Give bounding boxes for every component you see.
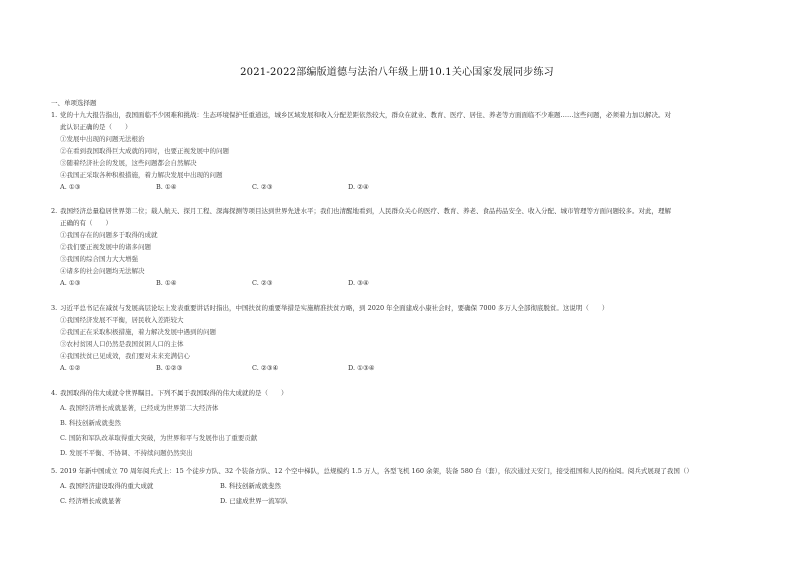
statement-4: ④我国正采取各种积极措施，着力解决发展中出现的问题 xyxy=(60,171,223,179)
question-number: 1. xyxy=(51,111,58,119)
statement-3: ③我国的综合国力大大增强 xyxy=(60,255,138,263)
statement-2: ②在看到我国取得巨大成就的同时，也要正视发展中的问题 xyxy=(60,147,229,155)
statement-4: ④我国扶贫已见成效，我们要对未来充满信心 xyxy=(60,352,190,360)
choice-b[interactable]: B. 科技创新成就斐然 xyxy=(60,419,121,427)
answer-choices-row-2 xyxy=(60,495,750,507)
question-2 xyxy=(51,205,750,289)
question-stem-cont: 正确的有（ ） xyxy=(60,219,112,227)
choice-c[interactable]: C. 经济增长成就显著 xyxy=(60,497,121,505)
section-heading: 一、单项选择题 xyxy=(51,99,97,107)
question-number: 4. xyxy=(51,389,58,397)
question-stem: 我国经济总量稳居世界第二位；载人航天、探月工程、深海探测等项目达到世界先进水平；我们也清醒地看到，人民群众关心的医疗、教育、养老、食品药品安全、收入分配、城市管理等方面问题较多。对此，理解 xyxy=(60,207,671,215)
statement-3: ③随着经济社会的发展，这些问题都会自然解决 xyxy=(60,159,197,167)
choice-c[interactable]: C. ②③ xyxy=(252,183,273,191)
choice-b[interactable]: B. ①②③ xyxy=(156,364,183,372)
question-stem-cont: 此认识正确的是（ ） xyxy=(60,123,132,131)
answer-choices-row-1 xyxy=(60,480,750,492)
choice-c[interactable]: C. ②③ xyxy=(252,279,273,287)
statement-4: ④诸多的社会问题均无法解决 xyxy=(60,267,145,275)
question-4 xyxy=(51,387,750,459)
question-number: 2. xyxy=(51,207,58,215)
statement-2: ②我们要正视发展中的诸多问题 xyxy=(60,243,151,251)
question-stem: 党的十九大报告指出，我国面临不少困难和挑战：生态环境保护任重道远，城乡区域发展和收入分配差距依然较大，群众在就业、教育、医疗、居住、养老等方面面临不少难题……这些问题，必须着力加以解决。对 xyxy=(60,111,671,119)
question-stem: 2019 年新中国成立 70 周年阅兵式上：15 个徒步方队、32 个装备方队、12 个空中梯队，总规模约 1.5 万人，各型飞机 160 余架，装备 580 台（套），依次通过天安门，接受祖国和人民的检阅。阅兵式展现了我国（） xyxy=(60,467,693,475)
choice-a[interactable]: A. ①③ xyxy=(60,279,81,287)
choice-b[interactable]: B. 科技创新成就斐然 xyxy=(220,482,281,490)
question-number: 5. xyxy=(51,467,58,475)
answer-choices xyxy=(60,362,750,374)
choice-d[interactable]: D. 已建成世界一流军队 xyxy=(220,497,288,505)
statement-1: ①我国存在的问题多于取得的成就 xyxy=(60,231,158,239)
choice-c[interactable]: C. ②③④ xyxy=(252,364,279,372)
question-number: 3. xyxy=(51,304,58,312)
question-stem: 习近平总书记在减贫与发展高层论坛上发表重要讲话时指出，中国扶贫的重要举措是实施精准扶贫方略，到 2020 年全面建成小康社会时，要确保 7000 多万人全部彻底脱贫。这说明（ ） xyxy=(60,304,609,312)
statement-1: ①我国经济发展不平衡，居民收入差距较大 xyxy=(60,316,184,324)
statement-1: ①发展中出现的问题无法根治 xyxy=(60,135,145,143)
question-stem: 我国取得的伟大成就令世界瞩目。下列不属于我国取得的伟大成就的是（ ） xyxy=(60,389,288,397)
choice-d[interactable]: D. ①③④ xyxy=(348,364,375,372)
choice-d[interactable]: D. ③④ xyxy=(348,279,369,287)
choice-b[interactable]: B. ①④ xyxy=(156,183,177,191)
choice-a[interactable]: A. ①③ xyxy=(60,183,81,191)
question-5 xyxy=(51,465,750,507)
question-3 xyxy=(51,302,750,374)
choice-d[interactable]: D. ②④ xyxy=(348,183,369,191)
choice-a[interactable]: A. ①② xyxy=(60,364,81,372)
choice-d[interactable]: D. 发展不平衡、不协调、不持续问题仍然突出 xyxy=(60,449,193,457)
document-title: 2021-2022部编版道德与法治八年级上册10.1关心国家发展同步练习 xyxy=(240,67,554,78)
question-1 xyxy=(51,109,750,193)
statement-2: ②我国正在采取积极措施，着力解决发展中遇到的问题 xyxy=(60,328,216,336)
answer-choices xyxy=(60,181,750,193)
choice-c[interactable]: C. 国防和军队改革取得重大突破，为世界和平与发展作出了重要贡献 xyxy=(60,434,258,442)
statement-3: ③农村贫困人口仍然是我国贫困人口的主体 xyxy=(60,340,184,348)
choice-a[interactable]: A. 我国经济增长成就显著，已经成为世界第二大经济体 xyxy=(60,404,219,412)
choice-b[interactable]: B. ①④ xyxy=(156,279,177,287)
choice-a[interactable]: A. 我国经济建设取得的重大成就 xyxy=(60,482,154,490)
answer-choices xyxy=(60,277,750,289)
